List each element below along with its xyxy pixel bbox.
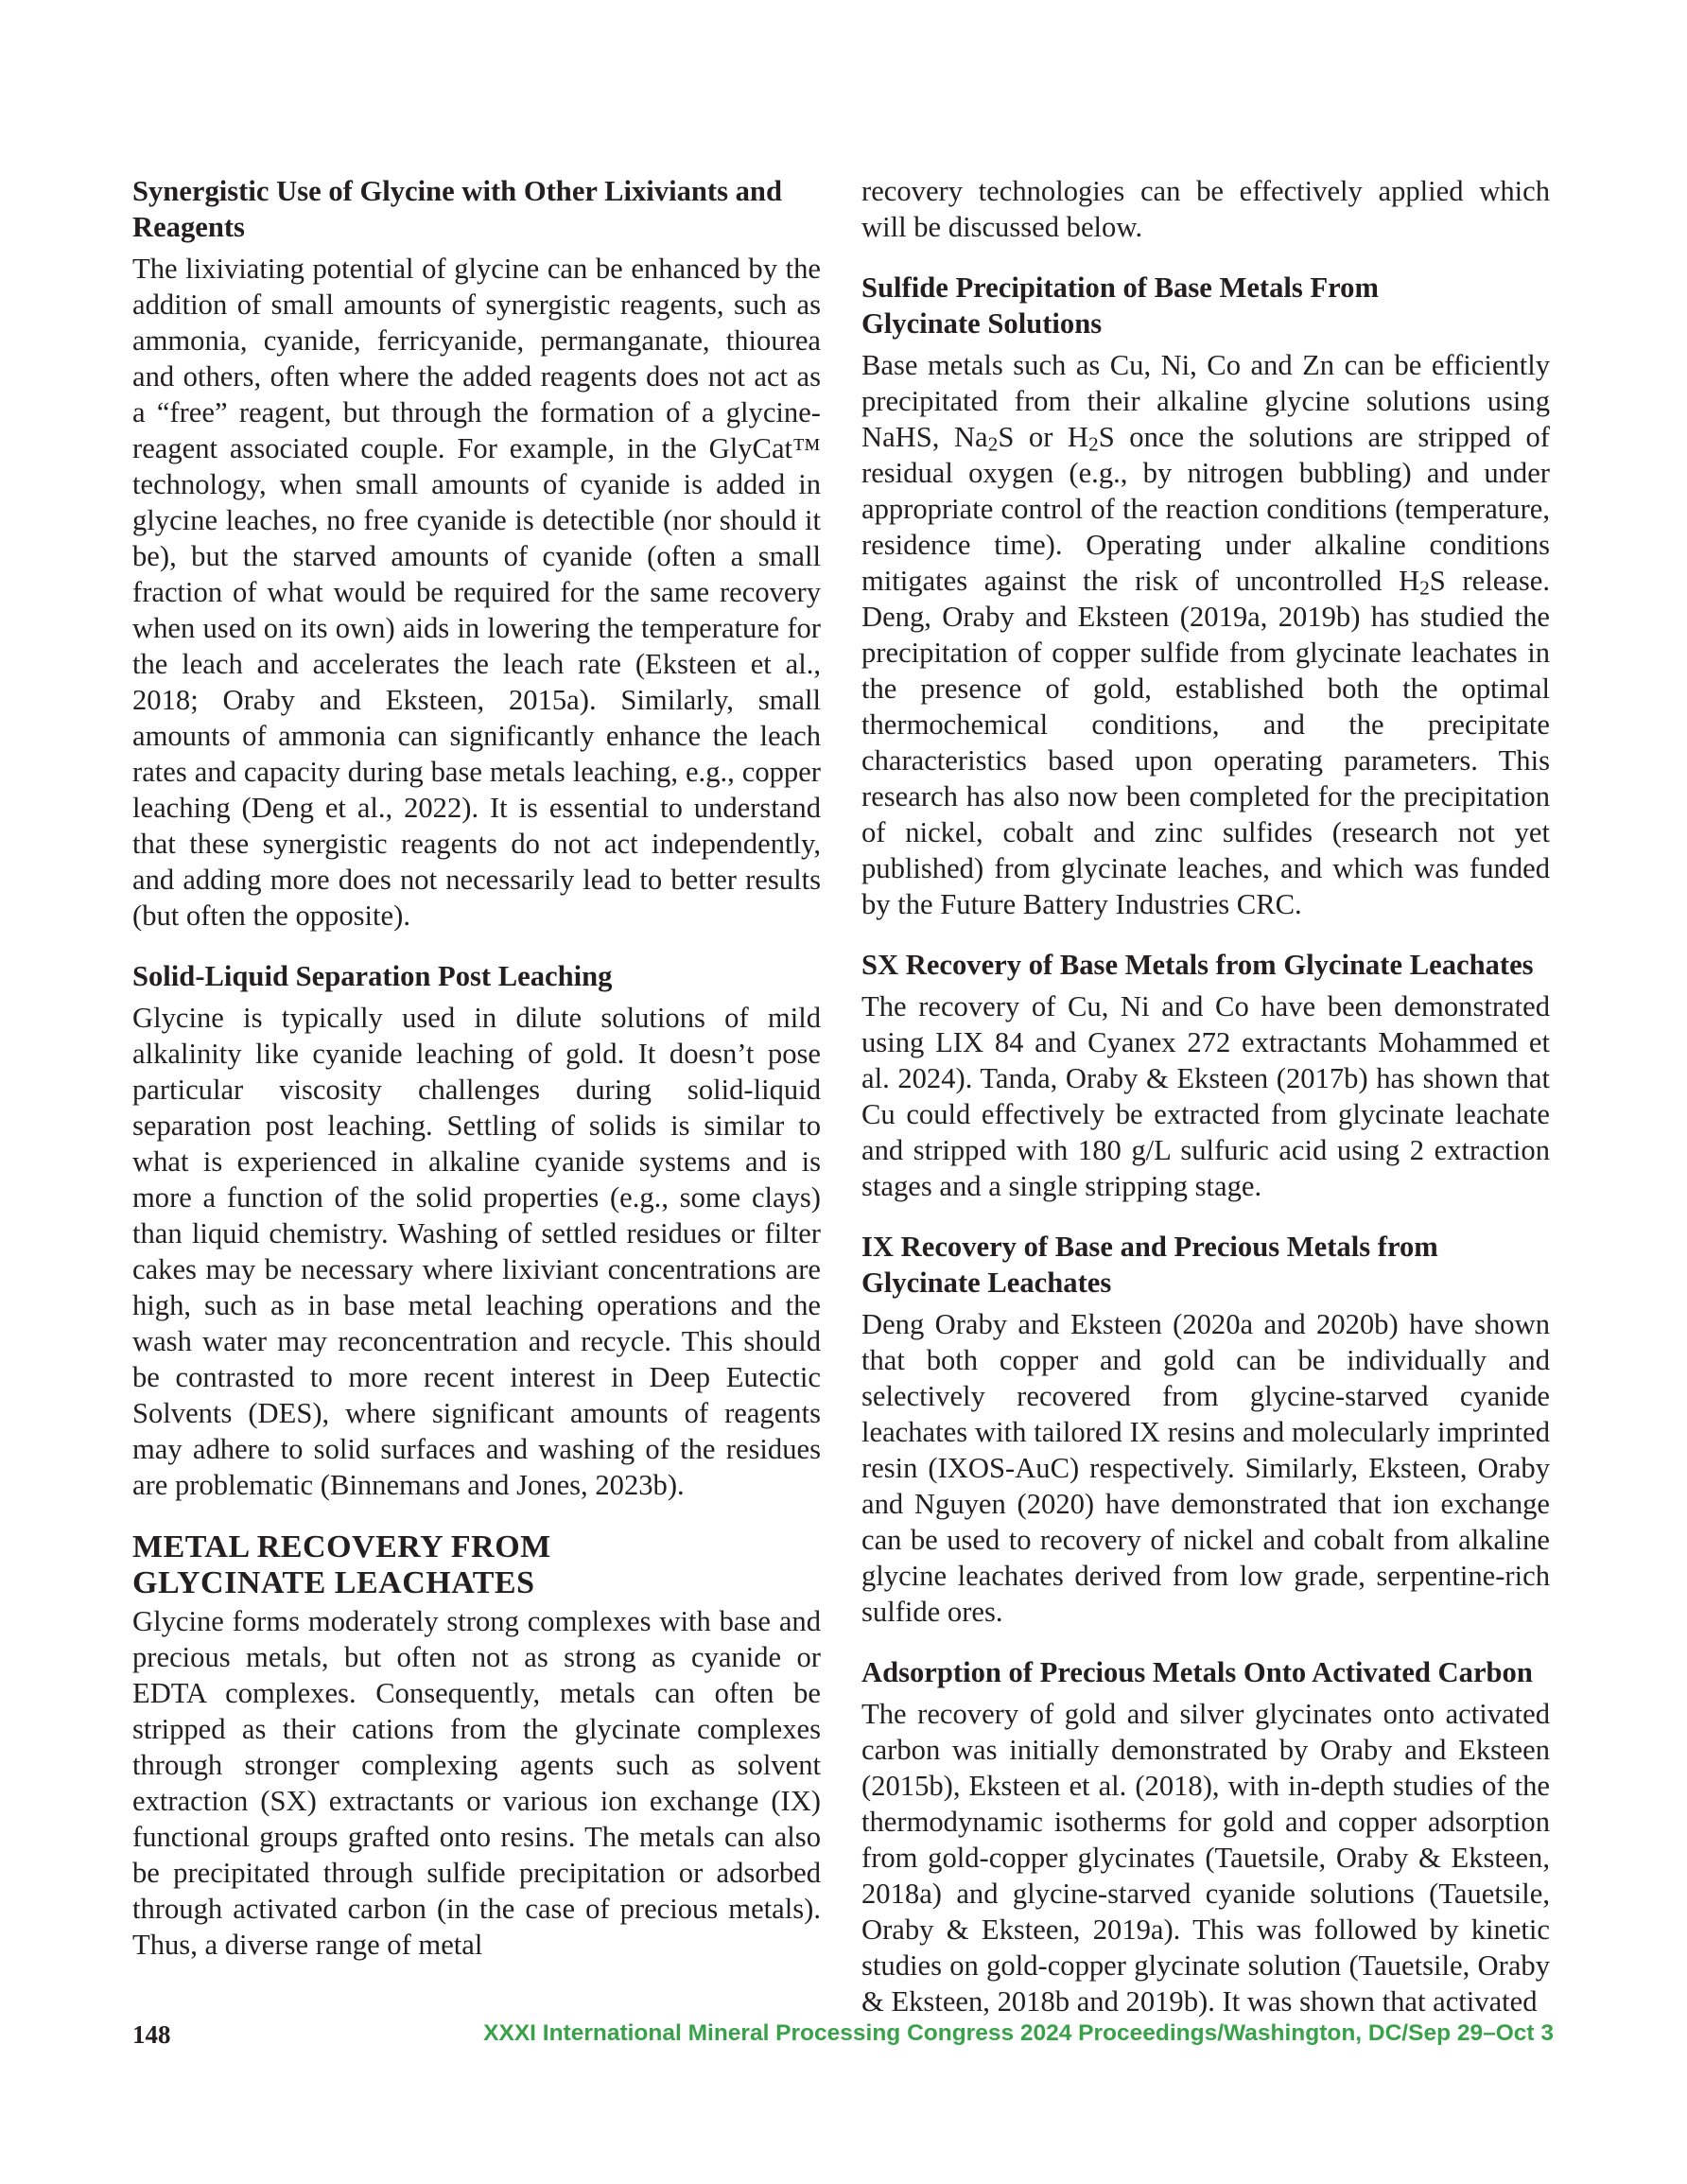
paragraph-ix-recovery: Deng Oraby and Eksteen (2020a and 2020b) have shown that both copper and gold can be individually and selectively recovered from glycine-starved cyanide leachates with tailored IX resins and molecularly imprinted resin (IXOS-AuC) respectively. Similarly, Eksteen, Oraby and Nguyen (2020) have demonstrated that ion exchange can be used to recovery of nickel and cobalt from alkaline glycine leachates derived from low grade, serpentine-rich sulfide ores. <box>861 1308 1550 1628</box>
section-heading-synergistic: Synergistic Use of Glycine with Other Lixiviants and Reagents <box>132 175 782 243</box>
section-heading-metal-recovery <box>132 1529 821 1601</box>
page-number: 148 <box>132 2020 171 2049</box>
paragraph-synergistic: The lixiviating potential of glycine can be enhanced by the addition of small amounts of synergistic reagents, such as ammonia, cyanide, ferricyanide, permanganate, thiourea and others, often where the added reagents does not act as a “free” reagent, but through the formation of a glycine-reagent associated couple. For example, in the GlyCat™ technology, when small amounts of cyanide is added in glycine leaches, no free cyanide is detectible (nor should it be), but the starved amounts of cyanide (often a small fraction of what would be required for the same recovery when used on its own) aids in lowering the temperature for the leach and accelerates the leach rate (Eksteen et al., 2018; Oraby and Eksteen, 2015a). Similarly, small amounts of ammonia can significantly enhance the leach rates and capacity during base metals leaching, e.g., copper leaching (Deng et al., 2022). It is essential to understand that these synergistic reagents do not act independently, and adding more does not necessarily lead to better results (but often the opposite). <box>132 253 821 932</box>
section-heading-sulfide-line1: Sulfide Precipitation of Base Metals From <box>861 271 1379 304</box>
paragraph-continued: recovery technologies can be effectively applied which will be discussed below. <box>861 175 1550 243</box>
section-heading-metal-recovery-line2: GLYCINATE LEACHATES <box>132 1565 535 1600</box>
section-heading-ix-recovery <box>861 1229 1550 1301</box>
left-column <box>132 173 821 1963</box>
section-heading-sulfide-precipitation <box>861 270 1550 341</box>
text-run: S once the solutions are stripped of residual oxygen (e.g., by nitrogen bubbling) and under appropriate control of the reaction conditions (temperature, residence time). Operating under alkaline conditions mitigates against the risk of uncontrolled H <box>861 421 1550 597</box>
section-heading-solid-liquid: Solid-Liquid Separation Post Leaching <box>132 960 613 992</box>
paragraph-solid-liquid: Glycine is typically used in dilute solutions of mild alkalinity like cyanide leaching of gold. It doesn’t pose particular viscosity challenges during solid-liquid separation post leaching. Settling of solids is similar to what is experienced in alkaline cyanide systems and is more a function of the solid properties (e.g., some clays) than liquid chemistry. Washing of settled residues or filter cakes may be necessary where lixiviant concentrations are high, such as in base metal leaching operations and the wash water may reconcentration and recycle. This should be contrasted to more recent interest in Deep Eutectic Solvents (DES), where significant amounts of reagents may adhere to solid surfaces and washing of the residues are problematic (Binnemans and Jones, 2023b). <box>132 1002 821 1501</box>
section-heading-sulfide-line2: Glycinate Solutions <box>861 307 1103 340</box>
subscript: 2 <box>987 432 999 456</box>
subscript: 2 <box>1088 432 1099 456</box>
subscript: 2 <box>1419 576 1430 600</box>
section-heading-ix-line2: Glycinate Leachates <box>861 1267 1112 1299</box>
section-heading-sx-recovery: SX Recovery of Base Metals from Glycinate Leachates <box>861 949 1534 981</box>
section-heading-ix-line1: IX Recovery of Base and Precious Metals from <box>861 1231 1438 1263</box>
section-heading-activated-carbon: Adsorption of Precious Metals Onto Activated Carbon <box>861 1656 1533 1688</box>
text-run: Base metals such as Cu, Ni, Co and Zn can be efficiently precipitated from their alkaline glycine solutions using NaHS, Na <box>861 349 1550 453</box>
paragraph-sx-recovery: The recovery of Cu, Ni and Co have been demonstrated using LIX 84 and Cyanex 272 extractants Mohammed et al. 2024). Tanda, Oraby & Eksteen (2017b) has shown that Cu could effectively be extracted from glycinate leachate and stripped with 180 g/L sulfuric acid using 2 extraction stages and a single stripping stage. <box>861 990 1550 1202</box>
section-heading-metal-recovery-line1: METAL RECOVERY FROM <box>132 1529 551 1564</box>
text-run: S release. Deng, Oraby and Eksteen (2019a, 2019b) has studied the precipitation of copper sulfide from glycinate leachates in the presence of gold, established both the optimal thermochemical conditions, and the precipitate characteristics based upon operating parameters. This research has also now been completed for the precipitation of nickel, cobalt and zinc sulfides (research not yet published) from glycinate leaches, and which was funded by the Future Battery Industries CRC. <box>861 565 1550 920</box>
paragraph-metal-recovery: Glycine forms moderately strong complexes with base and precious metals, but often not as strong as cyanide or EDTA complexes. Consequently, metals can often be stripped as their cations from the glycinate complexes through stronger complexing agents such as solvent extraction (SX) extractants or various ion exchange (IX) functional groups grafted onto resins. The metals can also be precipitated through sulfide precipitation or adsorbed through activated carbon (in the case of precious metals). Thus, a diverse range of metal <box>132 1605 821 1961</box>
running-footer-title: XXXI International Mineral Processing Congress 2024 Proceedings/Washington, DC/Sep 29–Oct 3 <box>483 2020 1554 2046</box>
right-column <box>861 173 1550 2019</box>
paragraph-sulfide-precipitation <box>861 347 1550 922</box>
text-run: S or H <box>998 421 1089 453</box>
paragraph-activated-carbon: The recovery of gold and silver glycinates onto activated carbon was initially demonstrated by Oraby and Eksteen (2015b), Eksteen et al. (2018), with in-depth studies of the thermodynamic isotherms for gold and copper adsorption from gold-copper glycinates (Tauetsile, Oraby & Eksteen, 2018a) and glycine-starved cyanide solutions (Tauetsile, Oraby & Eksteen, 2019a). This was followed by kinetic studies on gold-copper glycinate solution (Tauetsile, Oraby & Eksteen, 2018b and 2019b). It was shown that activated <box>861 1698 1550 2018</box>
